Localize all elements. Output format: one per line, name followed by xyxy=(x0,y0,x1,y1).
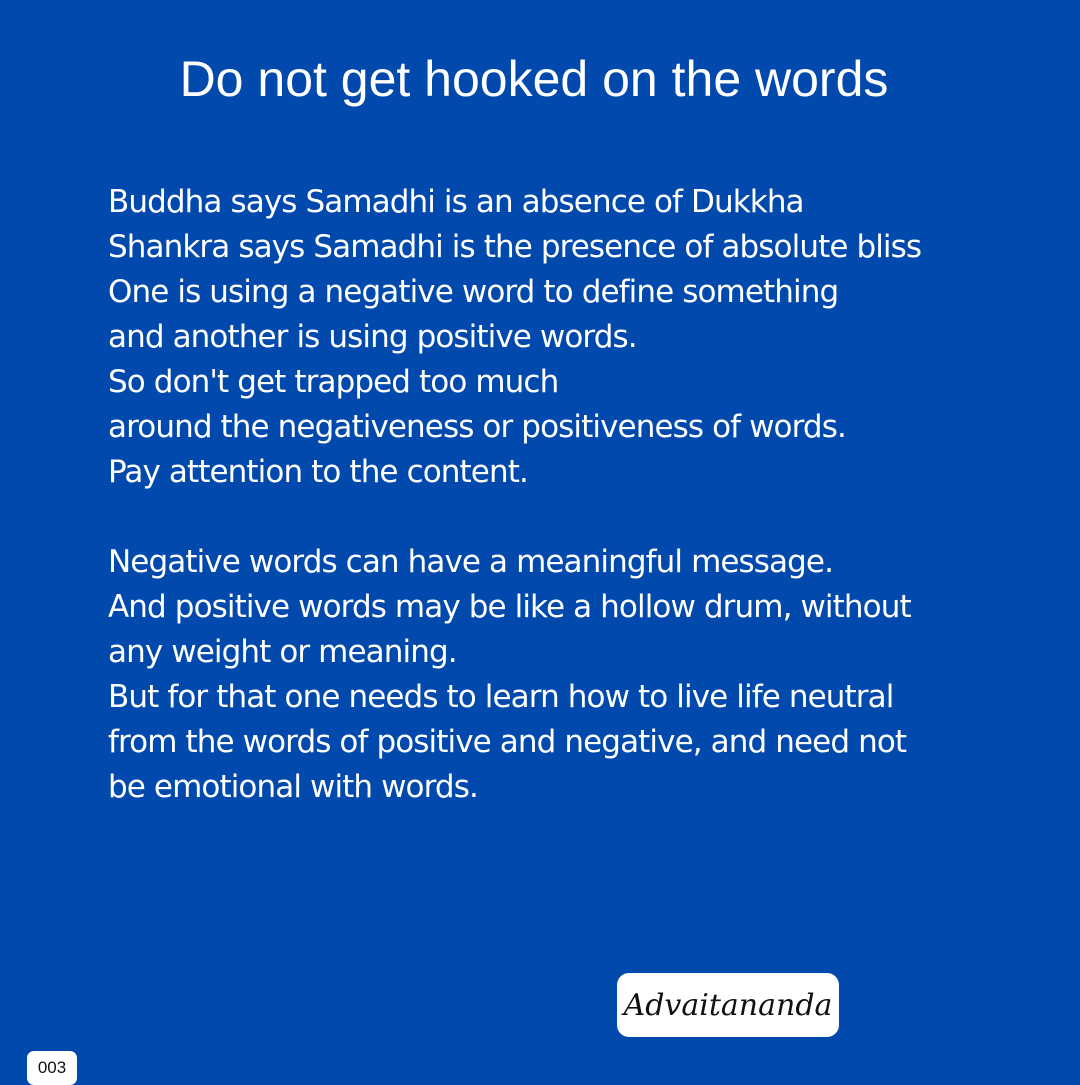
quote-line: Negative words can have a meaningful message. xyxy=(108,544,834,580)
quote-title: Do not get hooked on the words xyxy=(179,51,889,107)
signature-badge xyxy=(617,973,839,1037)
quote-line: around the negativeness or positiveness of words. xyxy=(108,409,846,445)
quote-line: And positive words may be like a hollow drum, without xyxy=(108,589,911,625)
quote-line: any weight or meaning. xyxy=(108,634,457,670)
quote-line: and another is using positive words. xyxy=(108,319,637,355)
paragraph-spacer xyxy=(108,495,1048,540)
quote-line: So don't get trapped too much xyxy=(108,364,559,400)
quote-line: Pay attention to the content. xyxy=(108,454,528,490)
quote-line: Buddha says Samadhi is an absence of Dukkha xyxy=(108,184,804,220)
page-number-text: 003 xyxy=(37,1058,67,1077)
quote-body xyxy=(108,180,1048,810)
quote-line: But for that one needs to learn how to live life neutral xyxy=(108,679,894,715)
quote-line: One is using a negative word to define something xyxy=(108,274,839,310)
signature-text: Advaitananda xyxy=(623,987,833,1023)
quote-line: from the words of positive and negative, and need not xyxy=(108,724,907,760)
quote-line: be emotional with words. xyxy=(108,769,478,805)
quote-line: Shankra says Samadhi is the presence of absolute bliss xyxy=(108,229,922,265)
